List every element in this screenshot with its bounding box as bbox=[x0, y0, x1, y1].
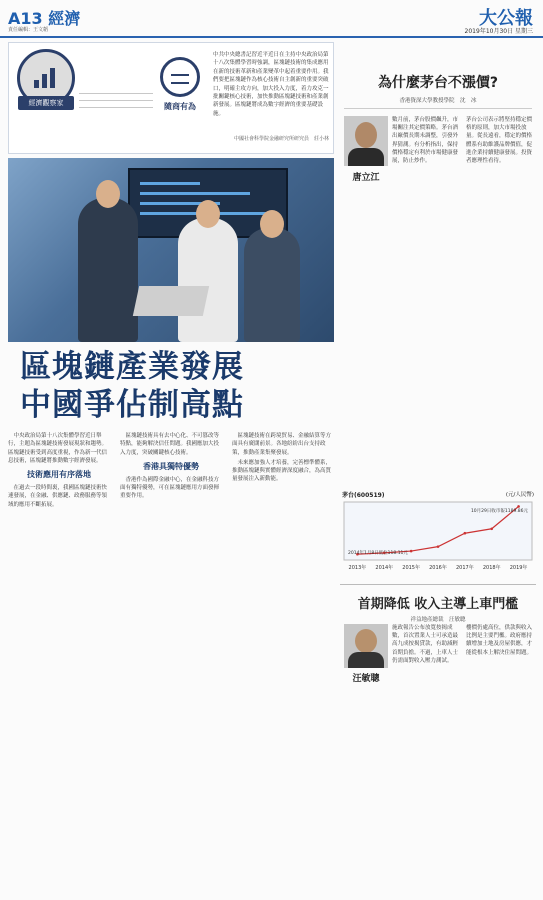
newspaper-brand: 大公報 bbox=[479, 8, 533, 29]
person-right-head bbox=[260, 210, 284, 238]
paragraph: 區塊鏈技術具有去中心化、不可篡改等特點，能夠解決信任問題。我國應加大投入力度，突破關鍵核心技術。 bbox=[120, 433, 220, 456]
x-tick-label: 2016年 bbox=[429, 565, 447, 571]
paragraph: 在過去一段時間裏，我國區塊鏈技術快速發展，在金融、供應鏈、政務服務等領域的應用不斷拓展。 bbox=[8, 485, 108, 508]
housing-article bbox=[340, 574, 536, 894]
person-left bbox=[78, 198, 138, 342]
x-tick-label: 2018年 bbox=[482, 565, 501, 571]
author-photo bbox=[344, 116, 388, 166]
news-photo bbox=[8, 158, 334, 342]
x-tick-label: 2017年 bbox=[455, 565, 474, 571]
column-author: 中國社會科學院金融研究所研究員 莊小林 bbox=[233, 136, 329, 142]
business-logo-label: 隨商有為 bbox=[164, 102, 196, 111]
person-center bbox=[178, 218, 238, 342]
page-header bbox=[0, 0, 543, 38]
editor-credit: 責任編輯：王文韜 bbox=[8, 27, 49, 33]
data-point bbox=[517, 505, 520, 508]
data-point bbox=[437, 545, 440, 548]
person-center-head bbox=[196, 200, 220, 228]
x-tick-label: 2014年 bbox=[375, 565, 394, 571]
chart-title: 茅台(600519) bbox=[342, 492, 385, 499]
article-column-3 bbox=[232, 432, 334, 892]
column-block bbox=[8, 42, 334, 154]
article-byline: 祥益地產總裁 汪敏聰 bbox=[410, 617, 466, 623]
bar-chart-icon bbox=[34, 66, 58, 88]
ring-icon bbox=[160, 57, 200, 97]
economy-observer-logo bbox=[17, 49, 75, 107]
paragraph: 中央政治局第十八次集體學習近日舉行，主題為區塊鏈技術發展現狀和趨勢。區塊鏈技術受到高度重視，作為新一代信息技術，區塊鏈將推動數字經濟發展。 bbox=[8, 433, 108, 464]
person-right bbox=[244, 228, 300, 342]
main-article-body bbox=[8, 432, 334, 894]
main-headline bbox=[20, 348, 330, 424]
paragraph: 香港作為國際金融中心，在金融科技方面有獨特優勢，可在區塊鏈應用方面發揮重要作用。 bbox=[120, 476, 220, 500]
paragraph: 未來應加強人才培養，完善標準體系，推動區塊鏈與實體經濟深度融合，為高質量發展注入新動能。 bbox=[232, 459, 332, 483]
decorative-lines bbox=[79, 93, 153, 114]
author-name: 汪敏聰 bbox=[352, 674, 380, 684]
subheading: 香港具獨特優勢 bbox=[143, 461, 199, 471]
chart-annotation: 10月29日收市報1189.86元 bbox=[470, 509, 528, 514]
column-intro: 中共中央總書記習近平近日在主持中央政治局第十八次集體學習時強調，區塊鏈技術的集成應用在新的技術革新和產業變革中起着重要作用。我們要把區塊鏈作為核心技術自主創新的重要突破口，明確主攻方向，加大投入力度，着力攻克一批關鍵核心技術，加快推動區塊鏈技術和產業創新發展。區塊鏈將成為數字經濟的重要基礎設施。 bbox=[213, 52, 329, 117]
laptop bbox=[133, 286, 209, 316]
headline-line2: 中國爭佔制高點 bbox=[20, 387, 244, 423]
chart-svg bbox=[340, 498, 536, 572]
x-tick-label: 2013年 bbox=[348, 565, 367, 571]
data-point bbox=[464, 532, 467, 535]
moutai-article bbox=[340, 42, 536, 502]
headline-line1: 區塊鏈產業發展 bbox=[20, 349, 244, 385]
subheading: 技術應用有序落地 bbox=[27, 470, 91, 480]
article-column-2: 茅台公司表示將堅持穩定價格的原則，加大市場投放量。從長遠看，穩定的價格體系有助維護品牌價值，促進企業持續健康發展。投資者應理性看待。 bbox=[466, 117, 533, 165]
article-column-1: 數月前，茅台股價飆升，市場關注其定價策略。茅台酒出廠價長期未調整，引發外界猜測。有分析指出，保持價格穩定有利於市場健康發展，防止炒作。 bbox=[392, 117, 459, 165]
article-title: 首期降低 收入主導上車門檻 bbox=[340, 584, 536, 612]
chart-annotation: 2014年1月8日低位118.11元 bbox=[348, 551, 408, 556]
stock-chart bbox=[340, 490, 536, 572]
data-point bbox=[410, 550, 413, 553]
x-tick-label: 2015年 bbox=[402, 565, 421, 571]
section-title: A13 經濟 bbox=[8, 9, 81, 28]
article-column-1: 施政報告公布放寬按揭成數，首次置業人士可承造最高九成按揭貸款，有助減輕首期負擔。不過，上車人士仍需面對收入壓力測試。 bbox=[392, 625, 459, 664]
x-tick-label: 2019年 bbox=[509, 565, 528, 571]
article-column-1 bbox=[8, 432, 110, 892]
article-byline: 香港資深大學教授學院 沈 冰 bbox=[399, 98, 477, 104]
article-column-2 bbox=[120, 432, 222, 892]
author-photo bbox=[344, 624, 388, 668]
business-logo bbox=[157, 57, 203, 117]
person-left-head bbox=[96, 180, 120, 208]
column-logo-label: 經濟觀察家 bbox=[18, 96, 74, 110]
chart-unit: (元/人民幣) bbox=[505, 492, 534, 498]
author-name: 唐立江 bbox=[352, 173, 380, 183]
paragraph: 區塊鏈技術在跨境貿易、金融結算等方面具有廣闊前景。各地紛紛出台支持政策，推動產業集聚發展。 bbox=[232, 433, 332, 456]
article-column-2: 樓價仍處高位，供款與收入比例是主要門檻。政府應持續增加土地及房屋供應，才能從根本上解決住屋問題。 bbox=[466, 625, 533, 656]
article-title: 為什麼茅台不漲價? bbox=[377, 75, 499, 91]
data-point bbox=[490, 527, 493, 530]
issue-date: 2019年10月30日 星期三 bbox=[464, 28, 533, 35]
